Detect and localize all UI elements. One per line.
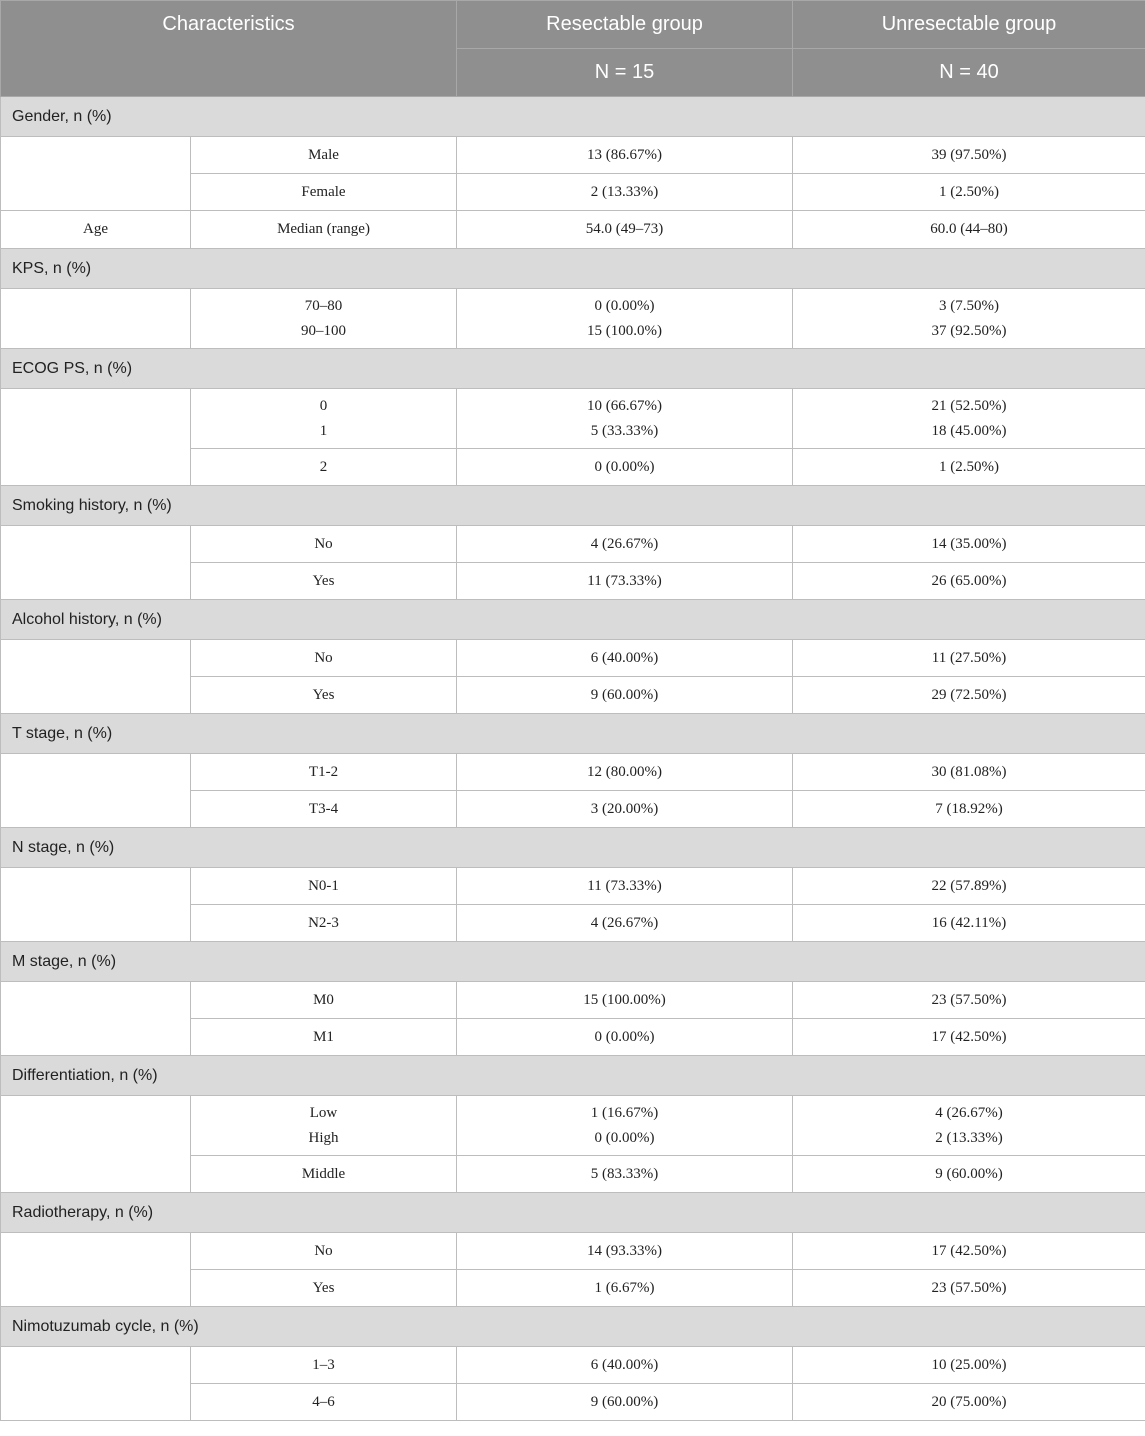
unresectable-value [793, 289, 1145, 349]
row-label: Median (range) [191, 211, 457, 249]
row-label [191, 1096, 457, 1156]
resectable-value [457, 1096, 793, 1156]
unresectable-value: 1 (2.50%) [793, 449, 1145, 486]
value-line: 37 (92.50%) [931, 322, 1007, 339]
header-resectable: Resectable group [457, 1, 793, 49]
section-alcohol: Alcohol history, n (%) [1, 600, 1145, 640]
header-unresectable: Unresectable group [793, 1, 1145, 49]
unresectable-value: 10 (25.00%) [793, 1347, 1145, 1384]
row-label-line: 1 [319, 422, 328, 439]
section-radiotherapy: Radiotherapy, n (%) [1, 1193, 1145, 1233]
section-m-stage: M stage, n (%) [1, 942, 1145, 982]
empty-cell [1, 868, 191, 942]
section-differentiation: Differentiation, n (%) [1, 1056, 1145, 1096]
row-label: Middle [191, 1156, 457, 1193]
row-label-line: 0 [319, 397, 328, 414]
value-line: 15 (100.0%) [587, 322, 663, 339]
empty-cell [1, 137, 191, 211]
unresectable-value: 26 (65.00%) [793, 563, 1145, 600]
row-label: N0-1 [191, 868, 457, 905]
resectable-value: 9 (60.00%) [457, 677, 793, 714]
resectable-value: 15 (100.00%) [457, 982, 793, 1019]
unresectable-value: 17 (42.50%) [793, 1233, 1145, 1270]
header-characteristics: Characteristics [1, 1, 457, 97]
section-smoking: Smoking history, n (%) [1, 486, 1145, 526]
resectable-value: 4 (26.67%) [457, 905, 793, 942]
resectable-value: 6 (40.00%) [457, 640, 793, 677]
row-label: T3-4 [191, 791, 457, 828]
value-line: 3 (7.50%) [939, 297, 1000, 314]
unresectable-value: 17 (42.50%) [793, 1019, 1145, 1056]
unresectable-value: 60.0 (44–80) [793, 211, 1145, 249]
empty-cell [1, 526, 191, 600]
section-gender: Gender, n (%) [1, 97, 1145, 137]
resectable-value: 4 (26.67%) [457, 526, 793, 563]
value-line: 0 (0.00%) [594, 297, 655, 314]
row-label: No [191, 640, 457, 677]
value-line: 0 (0.00%) [594, 1129, 655, 1146]
row-label: Yes [191, 677, 457, 714]
row-label: N2-3 [191, 905, 457, 942]
resectable-value: 12 (80.00%) [457, 754, 793, 791]
unresectable-value: 39 (97.50%) [793, 137, 1145, 174]
row-label: 2 [191, 449, 457, 486]
value-line: 18 (45.00%) [931, 422, 1007, 439]
unresectable-value: 30 (81.08%) [793, 754, 1145, 791]
empty-cell [1, 640, 191, 714]
empty-cell [1, 754, 191, 828]
section-kps: KPS, n (%) [1, 249, 1145, 289]
section-ecog: ECOG PS, n (%) [1, 349, 1145, 389]
empty-cell [1, 1233, 191, 1307]
row-label: T1-2 [191, 754, 457, 791]
row-label-line: 70–80 [304, 297, 343, 314]
unresectable-value: 9 (60.00%) [793, 1156, 1145, 1193]
header-resectable-n: N = 15 [457, 49, 793, 97]
value-line: 1 (16.67%) [590, 1104, 659, 1121]
resectable-value: 14 (93.33%) [457, 1233, 793, 1270]
resectable-value: 11 (73.33%) [457, 563, 793, 600]
unresectable-value: 23 (57.50%) [793, 982, 1145, 1019]
resectable-value: 0 (0.00%) [457, 1019, 793, 1056]
unresectable-value: 1 (2.50%) [793, 174, 1145, 211]
row-label: No [191, 526, 457, 563]
unresectable-value: 16 (42.11%) [793, 905, 1145, 942]
resectable-value: 5 (83.33%) [457, 1156, 793, 1193]
value-line: 10 (66.67%) [587, 397, 663, 414]
value-line: 4 (26.67%) [935, 1104, 1003, 1121]
unresectable-value: 29 (72.50%) [793, 677, 1145, 714]
row-label: 4–6 [191, 1384, 457, 1421]
value-line: 2 (13.33%) [935, 1129, 1003, 1146]
resectable-value: 54.0 (49–73) [457, 211, 793, 249]
empty-cell [1, 1096, 191, 1193]
empty-cell [1, 389, 191, 486]
resectable-value [457, 289, 793, 349]
row-label-line: High [308, 1129, 339, 1146]
resectable-value: 6 (40.00%) [457, 1347, 793, 1384]
unresectable-value: 23 (57.50%) [793, 1270, 1145, 1307]
resectable-value: 3 (20.00%) [457, 791, 793, 828]
row-label: 1–3 [191, 1347, 457, 1384]
empty-cell [1, 289, 191, 349]
age-label: Age [1, 211, 191, 249]
row-label: Female [191, 174, 457, 211]
row-label: Yes [191, 1270, 457, 1307]
empty-cell [1, 982, 191, 1056]
value-line: 21 (52.50%) [931, 397, 1007, 414]
resectable-value: 9 (60.00%) [457, 1384, 793, 1421]
row-label: Male [191, 137, 457, 174]
resectable-value [457, 389, 793, 449]
unresectable-value: 22 (57.89%) [793, 868, 1145, 905]
row-label: No [191, 1233, 457, 1270]
unresectable-value: 20 (75.00%) [793, 1384, 1145, 1421]
row-label [191, 389, 457, 449]
resectable-value: 13 (86.67%) [457, 137, 793, 174]
row-label-line: 90–100 [301, 322, 346, 339]
resectable-value: 1 (6.67%) [457, 1270, 793, 1307]
unresectable-value: 7 (18.92%) [793, 791, 1145, 828]
resectable-value: 2 (13.33%) [457, 174, 793, 211]
row-label [191, 289, 457, 349]
row-label: M0 [191, 982, 457, 1019]
empty-cell [1, 1347, 191, 1421]
unresectable-value [793, 1096, 1145, 1156]
header-unresectable-n: N = 40 [793, 49, 1145, 97]
resectable-value: 0 (0.00%) [457, 449, 793, 486]
row-label-line: Low [309, 1104, 338, 1121]
row-label: Yes [191, 563, 457, 600]
unresectable-value: 14 (35.00%) [793, 526, 1145, 563]
resectable-value: 11 (73.33%) [457, 868, 793, 905]
section-t-stage: T stage, n (%) [1, 714, 1145, 754]
value-line: 5 (33.33%) [590, 422, 659, 439]
unresectable-value: 11 (27.50%) [793, 640, 1145, 677]
section-nimotuzumab: Nimotuzumab cycle, n (%) [1, 1307, 1145, 1347]
unresectable-value [793, 389, 1145, 449]
section-n-stage: N stage, n (%) [1, 828, 1145, 868]
row-label: M1 [191, 1019, 457, 1056]
